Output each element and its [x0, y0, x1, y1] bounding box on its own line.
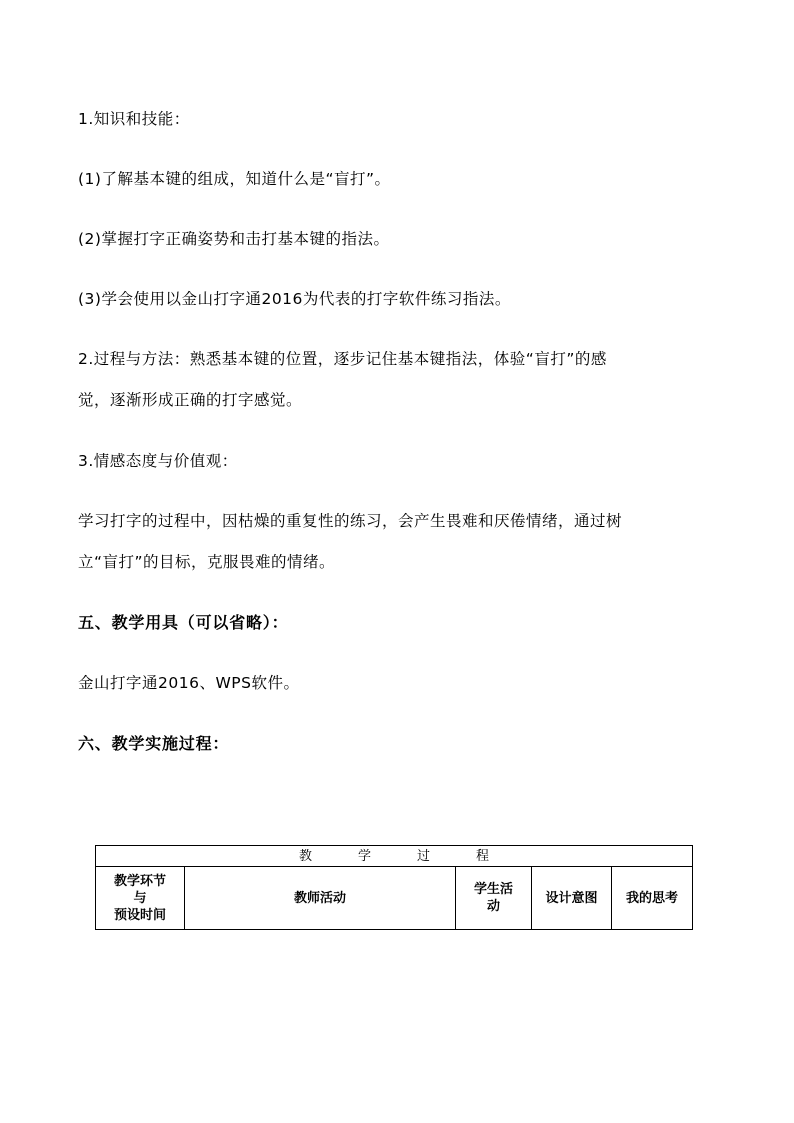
section5-content: 金山打字通2016、WPS软件。 [78, 674, 300, 692]
line-item-1: (1)了解基本键的组成，知道什么是“盲打”。 [78, 170, 391, 188]
line-knowledge-skills: 1.知识和技能： [78, 110, 190, 128]
header-design-intent: 设计意图 [532, 867, 612, 930]
line-item-2: (2)掌握打字正确姿势和击打基本键的指法。 [78, 230, 390, 248]
line-process-method: 2.过程与方法：熟悉基本键的位置，逐步记住基本键指法，体验“盲打”的感 [78, 350, 607, 368]
table-header-row [96, 867, 693, 930]
header-stage-time: 教学环节 与 预设时间 [96, 867, 185, 930]
line-item-3: (3)学会使用以金山打字通2016为代表的打字软件练习指法。 [78, 290, 511, 308]
section5-heading: 五、教学用具（可以省略）： [78, 613, 289, 632]
line-emotion-detail-cont: 立“盲打”的目标，克服畏难的情绪。 [78, 553, 336, 571]
table-title-row [96, 846, 693, 867]
header-teacher-activity: 教师活动 [185, 867, 456, 930]
table-title: 教学过程 [96, 846, 693, 867]
line-emotion-detail: 学习打字的过程中，因枯燥的重复性的练习，会产生畏难和厌倦情绪，通过树 [78, 512, 623, 530]
teaching-process-table [95, 845, 693, 930]
line-process-method-cont: 觉，逐渐形成正确的打字感觉。 [78, 391, 303, 409]
header-my-thoughts: 我的思考 [612, 867, 693, 930]
section6-heading: 六、教学实施过程： [78, 734, 230, 753]
header-student-activity: 学生活 动 [456, 867, 532, 930]
line-emotion-values: 3.情感态度与价值观： [78, 452, 238, 470]
